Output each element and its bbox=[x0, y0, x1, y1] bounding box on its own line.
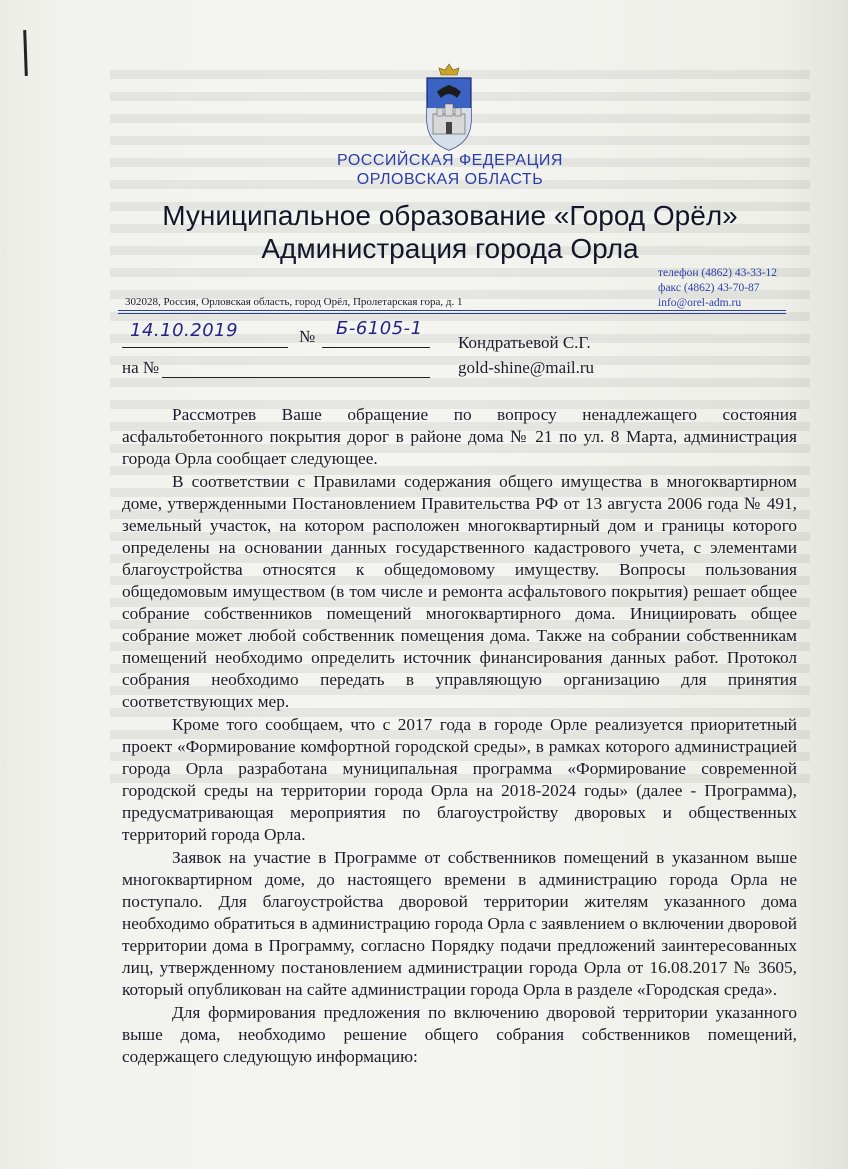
orel-coat-of-arms-icon bbox=[423, 62, 475, 152]
registration-date: 14.10.2019 bbox=[130, 320, 239, 341]
phone-text: телефон (4862) 43-33-12 bbox=[658, 267, 778, 279]
reply-to-label: на № bbox=[122, 358, 160, 377]
letterhead-rule bbox=[118, 310, 786, 311]
pen-mark bbox=[23, 30, 28, 76]
number-underline bbox=[322, 347, 430, 348]
paragraph-2: В соответствии с Правилами содержания общего имущества в многоквартирном доме, утвержденными Постановлением Правительства РФ от 13 августа 2006 года № 491, земельный участок, на котором расположен многоквартирный дом и границы которого определены на основании данных государственного кадастрового учета, с элементами благоустройства относятся к общедомовому имуществу. Вопросы пользования общедомовым имуществом (в том числе и ремонта асфальтового покрытия) решает общее собрание собственников помещений многоквартирного дома. Инициировать общее собрание может любой собственник помещения дома. Также на собрании собственникам помещений необходимо определить источник финансирования данных работ. Протокол собрания необходимо передать в управляющую организацию для принятия соответствующих мер. bbox=[122, 472, 797, 711]
municipality-title: Муниципальное образование «Город Орёл» bbox=[162, 200, 738, 231]
number-sign: № bbox=[299, 327, 316, 346]
letterhead-rule-thin bbox=[118, 313, 786, 314]
paragraph-5: Для формирования предложения по включению дворовой территории указанного выше дома, необходимо решение общего собрания собственников помещений, содержащего следующую информацию: bbox=[122, 1003, 797, 1066]
recipient-email: gold-shine@mail.ru bbox=[458, 358, 595, 377]
country-name: РОССИЙСКАЯ ФЕДЕРАЦИЯ bbox=[337, 152, 563, 169]
paragraph-1: Рассмотрев Ваше обращение по вопросу ненадлежащего состояния асфальтобетонного покрытия дорог в районе дома № 21 по ул. 8 Марта, администрация города Орла сообщает следующее. bbox=[122, 405, 797, 468]
recipient-name: Кондратьевой С.Г. bbox=[458, 333, 591, 352]
fax-text: факс (4862) 43-70-87 bbox=[658, 282, 760, 294]
postal-address: 302028, Россия, Орловская область, город Орёл, Пролетарская гора, д. 1 bbox=[125, 296, 463, 308]
reply-to-underline bbox=[162, 377, 430, 378]
paragraph-3: Кроме того сообщаем, что с 2017 года в городе Орле реализуется приоритетный проект «Формирование комфортной городской среды», в рамках которого администрацией города Орла разработана муниципальная программа «Формирование современной городской среды на территории города Орла на 2018-2024 годы» (далее - Программа), предусматривающая мероприятия по благоустройству дворовых и общественных территорий города Орла. bbox=[122, 715, 797, 844]
registration-number: Б-6105-1 bbox=[336, 318, 423, 339]
region-name: ОРЛОВСКАЯ ОБЛАСТЬ bbox=[356, 171, 544, 188]
date-underline bbox=[122, 347, 288, 348]
contacts-block bbox=[658, 266, 818, 311]
email-link[interactable]: info@orel-adm.ru bbox=[658, 297, 742, 309]
administration-title: Администрация города Орла bbox=[261, 233, 639, 264]
letter-body bbox=[122, 404, 797, 1068]
paragraph-4: Заявок на участие в Программе от собственников помещений в указанном выше многоквартирном доме, до настоящего времени в администрацию города Орла не поступало. Для благоустройства дворовой территории жителям указанного дома необходимо обратиться в администрацию города Орла с заявлением о включении дворовой территории дома в Программу, согласно Порядку подачи предложений заинтересованных лиц, утвержденному постановлением администрации города Орла от 16.08.2017 № 3605, который опубликован на сайте администрации города Орла в разделе «Городская среда». bbox=[122, 848, 797, 999]
